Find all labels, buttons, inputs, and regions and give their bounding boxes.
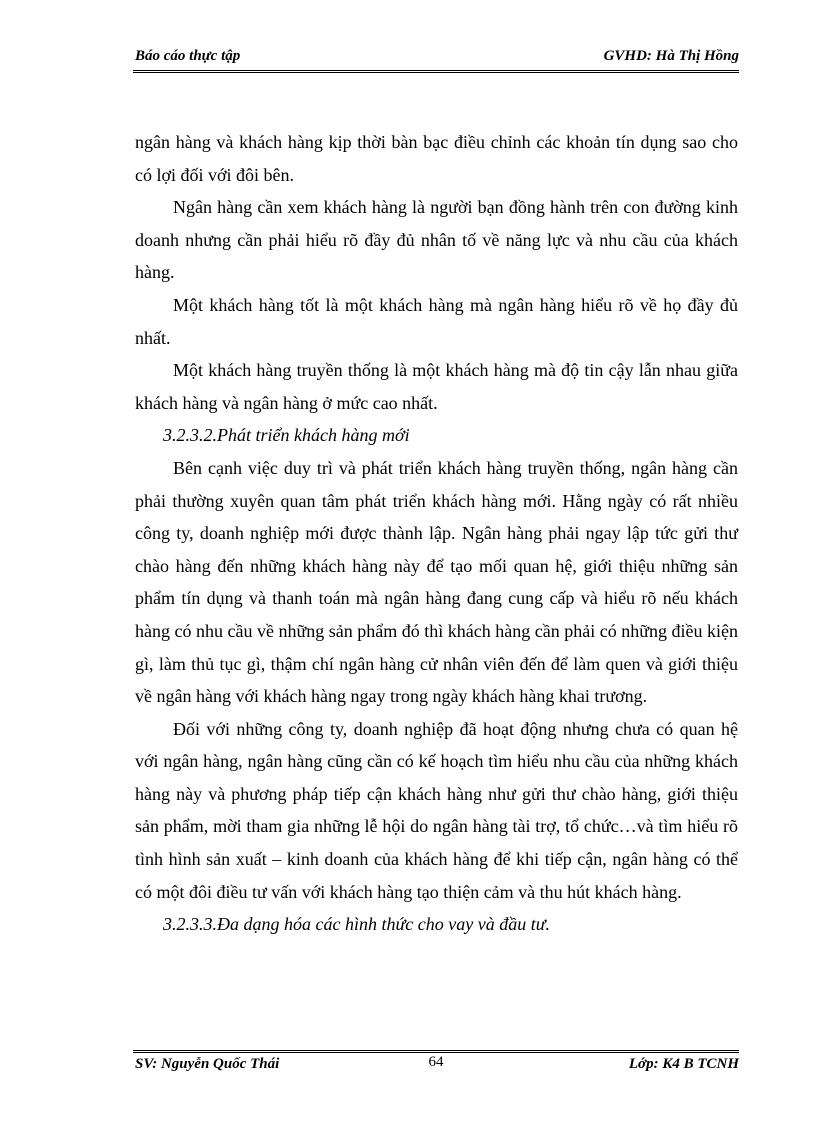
paragraph: Một khách hàng truyền thống là một khách hàng mà độ tin cậy lẫn nhau giữa khách hàng và ngân hàng ở mức cao nhất. (135, 360, 738, 413)
header-divider (133, 70, 739, 73)
page-footer (133, 1056, 739, 1078)
section-heading: 3.2.3.3.Đa dạng hóa các hình thức cho vay và đầu tư. (163, 914, 551, 935)
footer-student: SV: Nguyễn Quốc Thái (135, 1056, 280, 1072)
page-header (133, 48, 739, 70)
paragraph: Đối với những công ty, doanh nghiệp đã hoạt động nhưng chưa có quan hệ với ngân hàng, ngân hàng cũng cần có kế hoạch tìm hiểu nhu cầu của những khách hàng này và phương pháp tiếp cận khách hàng như gửi thư chào hàng, giới thiệu sản phẩm, mời tham gia những lễ hội do ngân hàng tài trợ, tổ chức…và tìm hiểu rõ tình hình sản xuất – kinh doanh của khách hàng để khi tiếp cận, ngân hàng có thể có một đôi điều tư vấn với khách hàng tạo thiện cảm và thu hút khách hàng. (135, 718, 738, 902)
page-body (135, 126, 738, 941)
header-report-title: Báo cáo thực tập (135, 48, 241, 64)
footer-divider (133, 1050, 739, 1053)
section-heading: 3.2.3.2.Phát triển khách hàng mới (163, 425, 410, 446)
footer-class: Lớp: K4 B TCNH (628, 1056, 739, 1072)
header-supervisor: GVHD: Hà Thị Hồng (603, 48, 739, 64)
paragraph: Bên cạnh việc duy trì và phát triển khách hàng truyền thống, ngân hàng cần phải thường xuyên quan tâm phát triển khách hàng mới. Hằng ngày có rất nhiều công ty, doanh nghiệp mới được thành lập. Ngân hàng phải ngay lập tức gửi thư chào hàng đến những khách hàng này để tạo mối quan hệ, giới thiệu những sản phẩm tín dụng và thanh toán mà ngân hàng đang cung cấp và hiểu rõ nếu khách hàng có nhu cầu về những sản phẩm đó thì khách hàng cần phải có những điều kiện gì, làm thủ tục gì, thậm chí ngân hàng cử nhân viên đến để làm quen và giới thiệu về ngân hàng với khách hàng ngay trong ngày khách hàng khai trương. (135, 457, 738, 707)
paragraph: Một khách hàng tốt là một khách hàng mà ngân hàng hiểu rõ về họ đầy đủ nhất. (135, 294, 738, 348)
page-number: 64 (428, 1054, 444, 1070)
paragraph-continuation: ngân hàng và khách hàng kịp thời bàn bạc điều chỉnh các khoản tín dụng sao cho có lợi đối với đôi bên. (135, 132, 738, 185)
paragraph: Ngân hàng cần xem khách hàng là người bạn đồng hành trên con đường kinh doanh nhưng cần phải hiểu rõ đầy đủ nhân tố về năng lực và nhu cầu của khách hàng. (135, 197, 738, 283)
